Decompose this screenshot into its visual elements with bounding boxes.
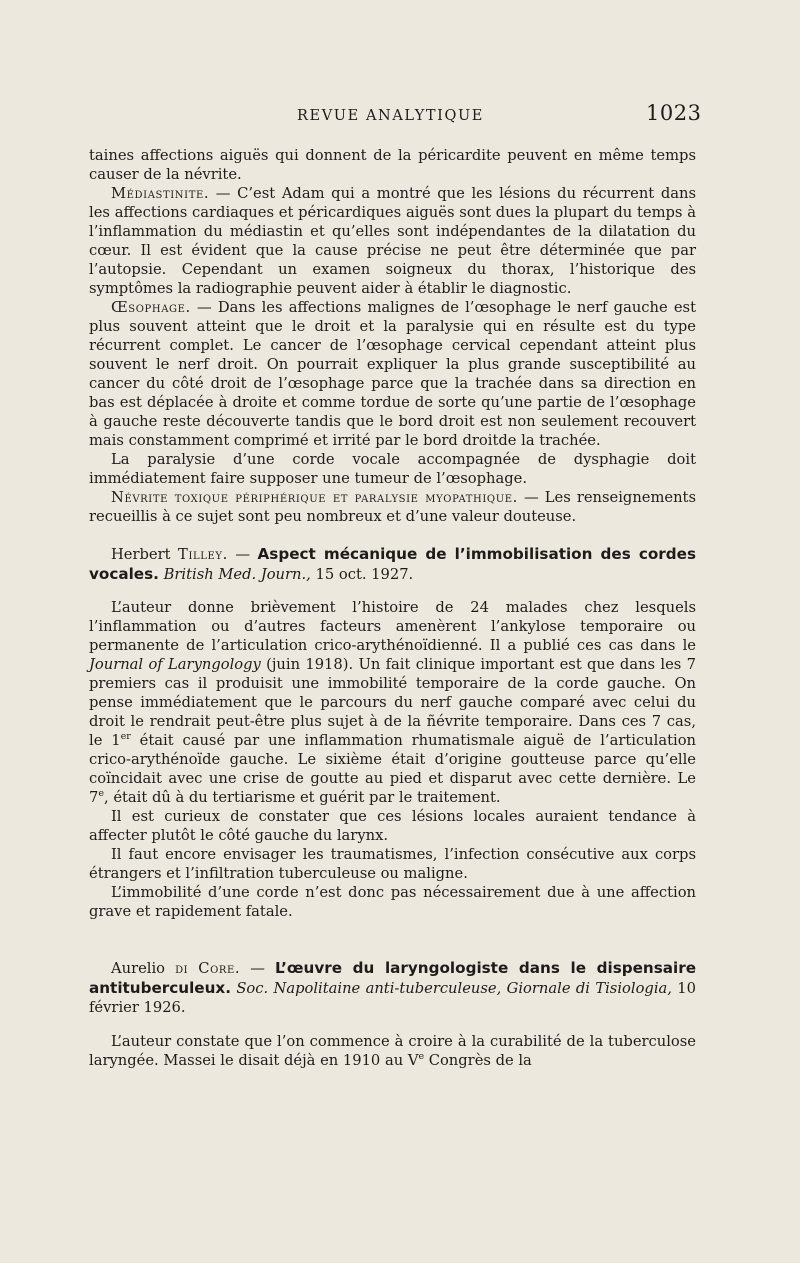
page-number: 1023 [646,101,702,125]
author-last-name: Core. [198,960,241,977]
author-first-name: Herbert [111,546,171,563]
paragraph: L’auteur donne brièvement l’histoire de 24 malades chez lesquels l’inflammation ou d’autres facteurs amenèrent l’ankylose temporaire ou permanente de l’articulation crico-arythénoïdienné. Il a publié ces cas dans le Journal of Laryngology (juin 1918). Un fait clinique important est que dans les 7 premiers cas il produisit une immobilité temporaire de la corde gauche. On pense immédiatement que le parcours du nerf gauche comparé avec celui du droit le rendrait peut-être plus sujet à de la ñévrite temporaire. Dans ces 7 cas, le 1er était causé par une inflammation rhumatismale aiguë de l’articulation crico-arythénoïde gauche. Le sixième était d’origine goutteuse parce qu’elle coïncidait avec une crise de goutte au pied et disparut avec cette dernière. Le 7e, était dû à du tertiarisme et guérit par le traitement. [89,599,696,806]
journal-name: Soc. Napolitaine anti-tuberculeuse, Giornale di Tisiologia, [236,979,672,997]
paragraph: taines affections aiguës qui donnent de la péricardite peuvent en même temps causer de la névrite. [89,147,696,183]
paragraph-mediastinite: Médiastinite. — C’est Adam qui a montré que les lésions du récurrent dans les affections cardiaques et péricardiques aiguës sont dues la plupart du temps à l’inflammation du médiastin et qu’elles sont indépendantes de la dilatation du cœur. Il est évident que la cause précise ne peut être déterminée que par l’autopsie. Cependant un examen soigneux du thorax, l’historique des symptômes la radiographie peuvent aider à établir le diagnostic. [89,185,696,297]
spacer [89,921,696,940]
publication-date: 15 oct. 1927. [310,565,414,583]
publication-date: 10 février 1926. [89,979,696,1016]
running-title: REVUE ANALYTIQUE [297,108,484,124]
journal-name: British Med. Journ., [163,565,311,583]
article-heading: Aurelio di Core. — L’œuvre du laryngologiste dans le dispensaire antituberculeux. Soc. Napolitaine anti-tuberculeuse, Giornale di Tisiologia, 10 février 1926. [89,959,697,1016]
journal-reference: Journal of Laryngology [89,656,261,673]
spacer [89,584,696,598]
article-heading: Herbert Tilley. — Aspect mécanique de l’immobilisation des cordes vocales. British Med. Journ., 15 oct. 1927. [89,545,697,583]
paragraph-nevrite: Névrite toxique périphérique et paralysie myopathique. — Les renseignements recueillis à ce sujet sont peu nombreux et d’une valeur douteuse. [89,489,696,525]
paragraph: La paralysie d’une corde vocale accompagnée de dysphagie doit immédiatement faire supposer une tumeur de l’œsophage. [89,451,696,487]
paragraph: Il faut encore envisager les traumatismes, l’infection consécutive aux corps étrangers et l’infiltration tuberculeuse ou maligne. [89,846,696,882]
paragraph: L’immobilité d’une corde n’est donc pas nécessairement due à une affection grave et rapidement fatale. [89,884,696,920]
paragraph: Il est curieux de constater que ces lésions locales auraient tendance à affecter plutôt le côté gauche du larynx. [89,808,696,844]
article-title: L’œuvre du laryngologiste dans le dispensaire antituberculeux. [89,959,697,997]
section-heading: Œsophage. [111,299,191,316]
running-header [0,98,800,132]
article-title: Aspect mécanique de l’immobilisation des cordes vocales. [89,545,697,583]
section-heading: Névrite toxique périphérique et paralysie myopathique. [111,489,518,506]
paragraph: L’auteur constate que l’on commence à croire à la curabilité de la tuberculose laryngée. Massei le disait déjà en 1910 au Ve Congrès de la [89,1032,696,1069]
author-first-name: Aurelio [111,960,166,977]
author-last-name: Tilley. [178,546,228,563]
paragraph-oesophage: Œsophage. — Dans les affections malignes de l’œsophage le nerf gauche est plus souvent atteint que le droit et la paralysie qui en résulte est du type récurrent complet. Le cancer de l’œsophage cervical cependant atteint plus souvent le nerf droit. On pourrait expliquer la plus grande susceptibilité au cancer du côté droit de l’œsophage parce que la trachée dans sa direction en bas est déplacée à droite et comme tordue de sorte qu’une partie de l’œsophage à gauche reste découverte tandis que le bord droit est non seulement recouvert mais constamment comprimé et irrité par le bord droitde la trachée. [89,299,696,449]
section-heading: Médiastinite. [111,185,210,202]
spacer [89,1018,696,1032]
body-text [89,146,696,1070]
